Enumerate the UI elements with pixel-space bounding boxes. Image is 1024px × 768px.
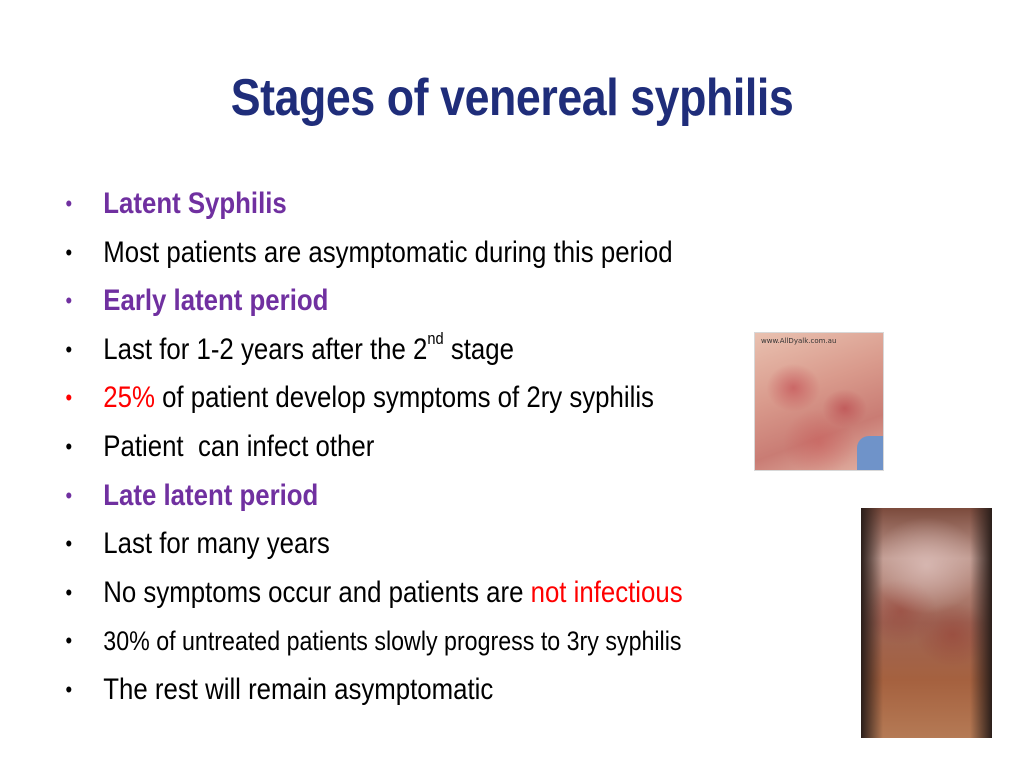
- bullet-duration: [62, 326, 683, 375]
- bullet-dot: •: [65, 628, 73, 654]
- bullet-dot: •: [65, 676, 73, 702]
- bullet-dot: •: [65, 579, 73, 605]
- bullet-text: 30% of untreated patients slowly progress to 3ry syphilis: [103, 626, 682, 657]
- bullet-infect-other: [62, 423, 683, 472]
- bullet-text-post: stage: [443, 332, 514, 366]
- bullet-superscript: nd: [427, 328, 444, 348]
- photo-shadow-left: [861, 508, 883, 738]
- back-rash-photo: [861, 508, 992, 738]
- bullet-text: Most patients are asymptomatic during this period: [103, 235, 673, 269]
- bullet-early-latent: [62, 277, 683, 326]
- bullet-dot: •: [65, 531, 73, 557]
- sleeve-cuff: [857, 436, 883, 470]
- palms-rash-photo: [754, 332, 884, 471]
- bullet-dot: •: [65, 288, 73, 314]
- bullet-dot: •: [65, 433, 73, 459]
- slide-title: Stages of venereal syphilis: [230, 69, 794, 127]
- bullet-list: [62, 180, 784, 715]
- bullet-dot: •: [65, 385, 73, 411]
- bullet-text: Latent Syphilis: [103, 187, 287, 220]
- bullet-text: Last for many years: [103, 527, 330, 561]
- bullet-dot: •: [65, 191, 73, 216]
- bullet-25-percent: [62, 374, 683, 423]
- photo-watermark: www.AllDyalk.com.au: [761, 337, 837, 345]
- bullet-latent-syphilis: [62, 180, 683, 229]
- bullet-30-percent: [62, 617, 683, 666]
- bullet-text: Early latent period: [103, 284, 329, 318]
- bullet-text-pre: Last for 1-2 years after the 2: [103, 332, 428, 366]
- bullet-asymptomatic: [62, 229, 683, 278]
- bullet-highlight: not infectious: [530, 575, 683, 609]
- bullet-dot: •: [65, 239, 73, 265]
- bullet-not-infectious: [62, 569, 683, 618]
- bullet-text-pre: No symptoms occur and patients are: [103, 575, 531, 609]
- bullet-text: Patient can infect other: [103, 429, 375, 463]
- photo-shadow-right: [970, 508, 992, 738]
- bullet-text: Late latent period: [103, 478, 319, 512]
- bullet-late-latent: [62, 472, 683, 521]
- bullet-rest-asymptomatic: [62, 666, 683, 715]
- bullet-text: The rest will remain asymptomatic: [103, 672, 494, 706]
- bullet-many-years: [62, 520, 683, 569]
- bullet-dot: •: [65, 336, 73, 362]
- bullet-text: of patient develop symptoms of 2ry syphilis: [154, 381, 654, 415]
- bullet-dot: •: [65, 482, 73, 508]
- bullet-highlight: 25%: [103, 381, 155, 415]
